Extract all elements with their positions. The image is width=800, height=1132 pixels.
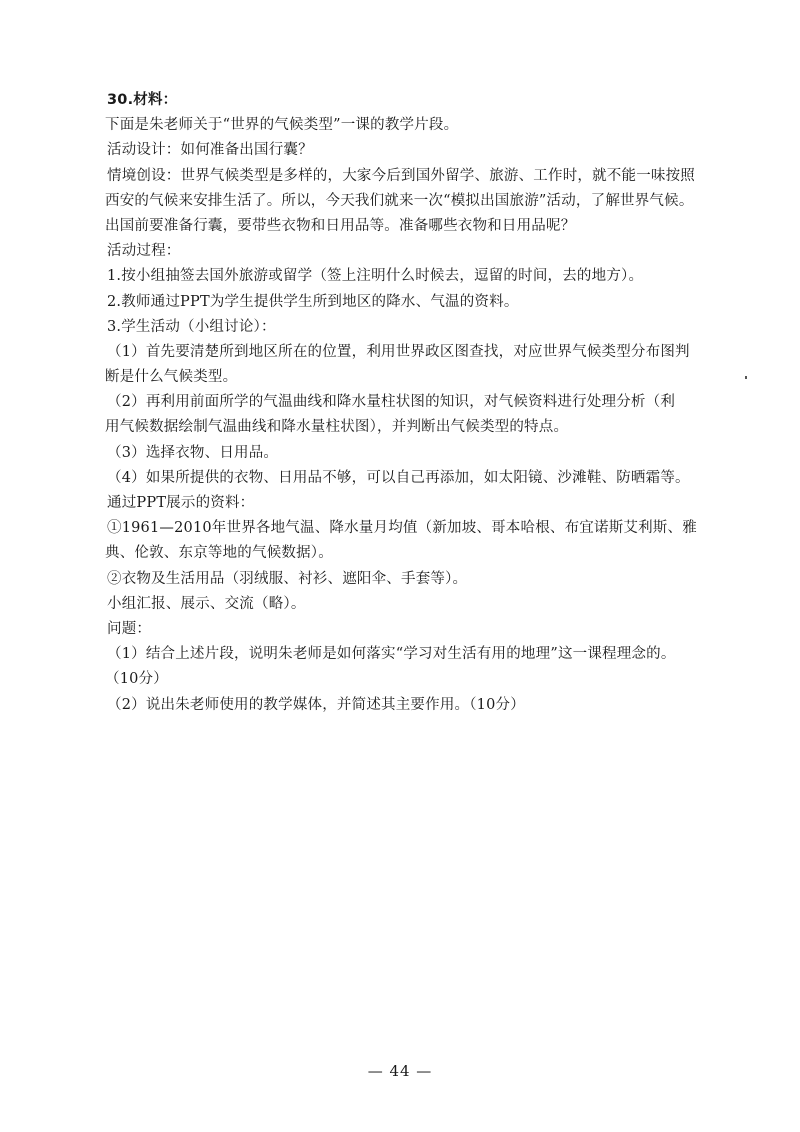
sub-step-3: （3）选择衣物、日用品。 (107, 444, 279, 461)
group-report: 小组汇报、展示、交流（略）。 (107, 595, 306, 612)
activity-design: 活动设计：如何准备出国行囊？ (107, 142, 313, 159)
sub-question-1-line-1: （1）结合上述片段，说明朱老师是如何落实“学习对生活有用的地理”这一课程理念的。 (107, 646, 676, 663)
sub-step-4: （4）如果所提供的衣物、日用品不够，可以自己再添加，如太阳镜、沙滩鞋、防晒霜等。 (107, 469, 690, 486)
questions-heading: 问题： (107, 620, 152, 637)
sub-step-2-line-2: 用气候数据绘制气温曲线和降水量柱状图），并判断出气候类型的特点。 (105, 419, 569, 436)
ppt-item-2: ②衣物及生活用品（羽绒服、衬衫、遮阳伞、手套等）。 (107, 570, 468, 587)
sub-step-2-line-1: （2）再利用前面所学的气温曲线和降水量柱状图的知识，对气候资料进行处理分析（利 (107, 394, 676, 411)
step-1: 1.按小组抽签去国外旅游或留学（签上注明什么时候去，逗留的时间，去的地方）。 (107, 268, 644, 285)
sub-step-1-line-2: 断是什么气候类型。 (105, 369, 238, 386)
scan-speck (745, 376, 747, 379)
process-heading: 活动过程： (107, 243, 181, 260)
scenario-line-1: 情境创设：世界气候类型是多样的，大家今后到国外留学、旅游、工作时，就不能一味按照 (107, 167, 695, 184)
step-2: 2.教师通过PPT为学生提供学生所到地区的降水、气温的资料。 (107, 293, 519, 310)
ppt-heading: 通过PPT展示的资料： (107, 495, 255, 511)
ppt-item-1-line-2: 典、伦敦、东京等地的气候数据）。 (105, 545, 333, 562)
scenario-line-3: 出国前要准备行囊，要带些衣物和日用品等。准备哪些衣物和日用品呢？ (105, 217, 576, 234)
step-3: 3.学生活动（小组讨论）： (107, 318, 276, 335)
ppt-item-1-line-1: ①1961—2010年世界各地气温、降水量月均值（新加坡、哥本哈根、布宜诺斯艾利斯、雅 (107, 520, 697, 537)
question-number-title: 30.材料： (107, 92, 178, 108)
question-30 (107, 92, 727, 722)
sub-question-1-line-2: （10分） (105, 671, 168, 688)
sub-step-1-line-1: （1）首先要清楚所到地区所在的位置，利用世界政区图查找，对应世界气候类型分布图判 (107, 343, 690, 360)
sub-question-2: （2）说出朱老师使用的教学媒体，并简述其主要作用。（10分） (107, 696, 525, 713)
page-number: — 44 — (367, 1062, 433, 1080)
question-intro: 下面是朱老师关于“世界的气候类型”一课的教学片段。 (105, 117, 459, 134)
scenario-line-2: 西安的气候来安排生活了。所以，今天我们就来一次“模拟出国旅游”活动，了解世界气候。 (105, 192, 694, 209)
